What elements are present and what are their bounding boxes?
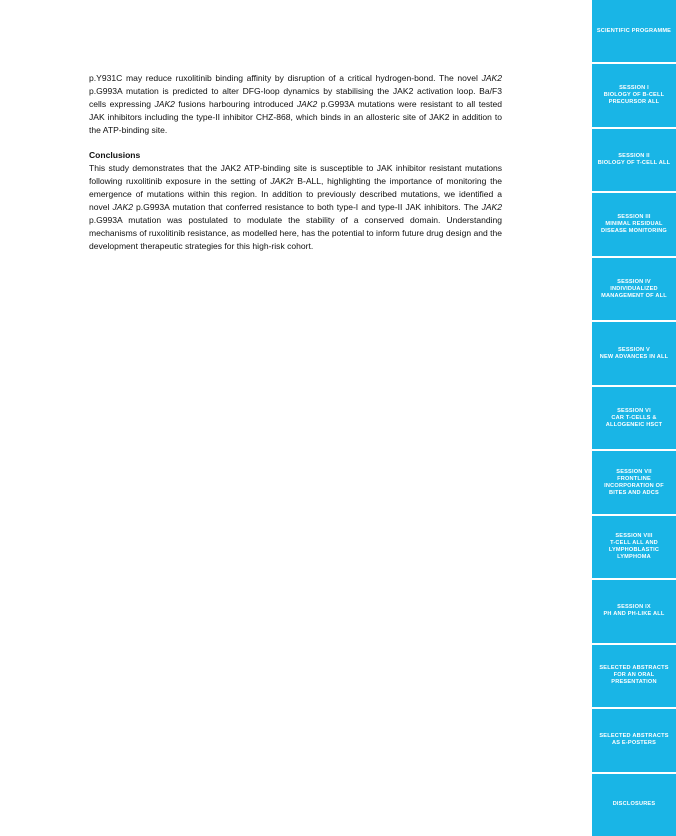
gene-name: JAK2: [296, 98, 318, 109]
gene-name: JAK2: [154, 98, 175, 109]
gene-name: JAK2: [112, 202, 133, 213]
abstract-body: [89, 72, 502, 253]
nav-session-6[interactable]: SESSION VI CAR T-CELLS & ALLOGENEIC HSCT: [592, 387, 676, 451]
nav-disclosures[interactable]: DISCLOSURES: [592, 774, 676, 836]
conclusions-heading: Conclusions: [89, 150, 141, 161]
text-run: This study demonstrates that the JAK2 ATP-binding site is susceptible to JAK inhibitor resistant mutations following ruxolitinib exposure in the setting of: [89, 163, 502, 187]
text-run: p.Y931C may reduce ruxolitinib binding affinity by disruption of a critical hydrogen-bond. The novel: [89, 73, 482, 83]
gene-name: JAK2: [481, 202, 502, 213]
text-run: p.G993A mutation is predicted to alter DFG-loop dynamics by stabilising the JAK2 activation loop. Ba/F3 cells expressing: [89, 85, 502, 109]
text-run: p.G993A mutations were resistant to all tested JAK inhibitors including the type-II inhibitor CHZ-868, which binds in an allosteric site of JAK2 in addition to the ATP-binding site.: [89, 98, 503, 135]
nav-session-5[interactable]: SESSION V NEW ADVANCES IN ALL: [592, 322, 676, 386]
text-run: fusions harbouring introduced: [174, 98, 297, 109]
text-run: p.G993A mutation was postulated to modulate the stability of a conserved domain. Understanding mechanisms of ruxolitinib resistance, as modelled here, has the potential to inform future drug design and the development therapeutic strategies for this high-risk cohort.: [89, 214, 502, 251]
nav-session-2[interactable]: SESSION II BIOLOGY OF T-CELL ALL: [592, 129, 676, 193]
section-sidebar: [592, 0, 676, 836]
nav-session-1[interactable]: SESSION I BIOLOGY OF B-CELL PRECURSOR ALL: [592, 64, 676, 128]
text-run: p.G993A mutation that conferred resistance to both type-I and type-II JAK inhibitors. The: [132, 202, 482, 213]
nav-scientific-programme[interactable]: SCIENTIFIC PROGRAMME: [592, 0, 676, 64]
results-paragraph: [89, 72, 502, 137]
nav-session-7[interactable]: SESSION VII FRONTLINE INCORPORATION OF BITES AND ADCS: [592, 451, 676, 515]
nav-selected-eposters[interactable]: SELECTED ABSTRACTS AS E-POSTERS: [592, 709, 676, 773]
nav-session-3[interactable]: SESSION III MINIMAL RESIDUAL DISEASE MONITORING: [592, 193, 676, 257]
paragraph-spacer: [89, 137, 502, 150]
text-run: r B-ALL, highlighting the importance of monitoring the emergence of mutations within this region. In addition to previously described mutations, we identified a novel: [89, 176, 502, 213]
nav-session-4[interactable]: SESSION IV INDIVIDUALIZED MANAGEMENT OF ALL: [592, 258, 676, 322]
gene-name: JAK2: [270, 176, 291, 187]
nav-session-8[interactable]: SESSION VIII T-CELL ALL AND LYMPHOBLASTIC LYMPHOMA: [592, 516, 676, 580]
nav-selected-oral[interactable]: SELECTED ABSTRACTS FOR AN ORAL PRESENTATION: [592, 645, 676, 709]
nav-session-9[interactable]: SESSION IX PH AND PH-LIKE ALL: [592, 580, 676, 644]
gene-name: JAK2: [481, 73, 502, 83]
conclusions-paragraph: [89, 162, 502, 252]
